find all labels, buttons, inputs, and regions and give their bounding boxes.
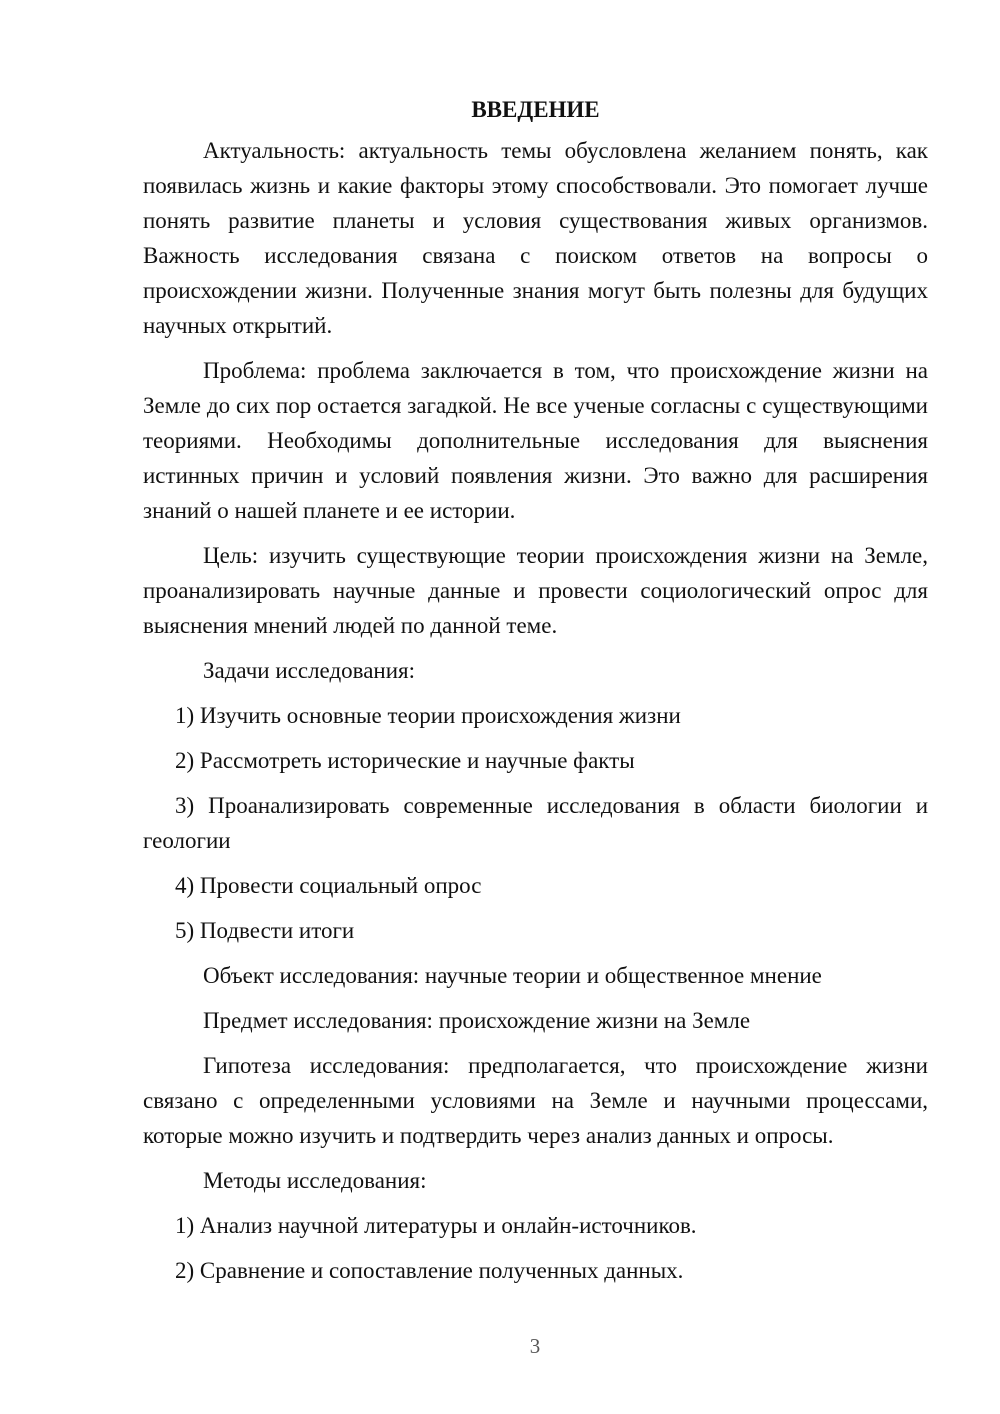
page-title: ВВЕДЕНИЕ [471, 97, 600, 122]
task-item: 4) Провести социальный опрос [175, 873, 482, 898]
tasks-heading: Задачи исследования: [203, 658, 416, 683]
methods-heading: Методы исследования: [203, 1168, 427, 1193]
relevance-paragraph: Актуальность: актуальность темы обусловлена желанием понять, как появилась жизнь и какие факторы этому способствовали. Это помогает лучше понять развитие планеты и условия существования живых организмов. Важность исследования связана с поиском ответов на вопросы о происхождении жизни. Полученные знания могут быть полезны для будущих научных открытий. [143, 138, 928, 338]
page-number: 3 [529, 1334, 541, 1358]
method-item: 1) Анализ научной литературы и онлайн-источников. [175, 1213, 697, 1238]
hypothesis-paragraph: Гипотеза исследования: предполагается, что происхождение жизни связано с определенными условиями на Земле и научными процессами, которые можно изучить и подтвердить через анализ данных и опросы. [143, 1053, 928, 1148]
task-item: 3) Проанализировать современные исследования в области биологии и геологии [143, 793, 928, 853]
goal-paragraph: Цель: изучить существующие теории происхождения жизни на Земле, проанализировать научные данные и провести социологический опрос для выяснения мнений людей по данной теме. [143, 543, 928, 638]
task-item: 2) Рассмотреть исторические и научные факты [175, 748, 635, 773]
subject-line: Предмет исследования: происхождение жизни на Земле [203, 1008, 751, 1033]
task-item: 5) Подвести итоги [175, 918, 355, 943]
object-line: Объект исследования: научные теории и общественное мнение [203, 963, 822, 988]
problem-paragraph: Проблема: проблема заключается в том, что происхождение жизни на Земле до сих пор остается загадкой. Не все ученые согласны с существующими теориями. Необходимы дополнительные исследования для выяснения истинных причин и условий появления жизни. Это важно для расширения знаний о нашей планете и ее истории. [143, 358, 928, 523]
document-page [143, 92, 928, 1298]
method-item: 2) Сравнение и сопоставление полученных данных. [175, 1258, 684, 1283]
task-item: 1) Изучить основные теории происхождения жизни [175, 703, 681, 728]
